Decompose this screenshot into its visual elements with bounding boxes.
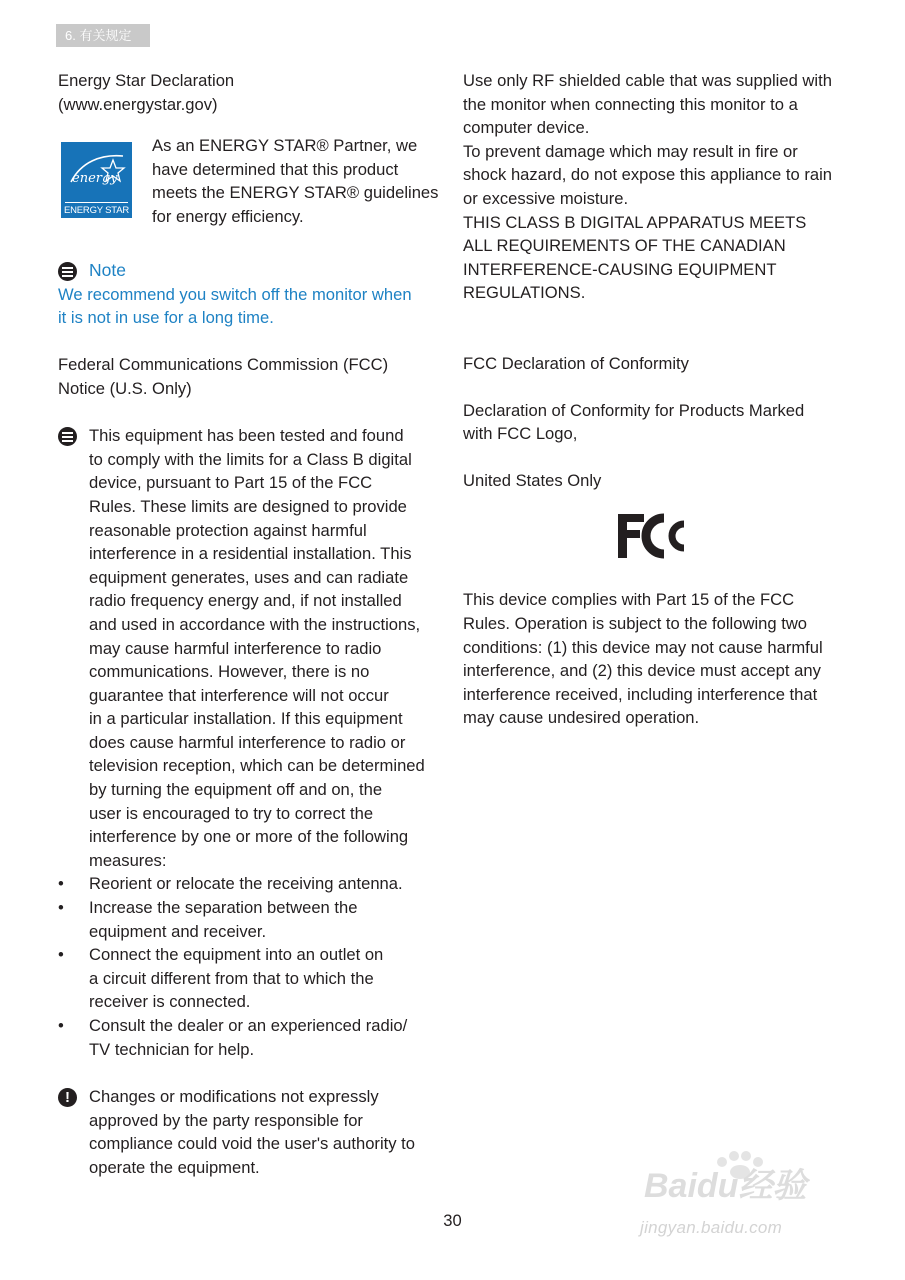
left-column [58, 69, 443, 1180]
page-number: 30 [443, 1211, 462, 1230]
list-item-line: • Consult the dealer or an experienced radio/ [89, 1016, 408, 1035]
rf-line: THIS CLASS B DIGITAL APPARATUS MEETS [463, 212, 807, 232]
rf-line: computer device. [463, 118, 590, 138]
conformity-line: with FCC Logo, [463, 424, 578, 444]
fcc-line: does cause harmful interference to radio or [89, 732, 406, 752]
fcc-line: may cause harmful interference to radio [89, 638, 382, 658]
fcc-notice-heading [58, 353, 443, 400]
fcc-line: in a particular installation. If this equipment [89, 709, 403, 729]
conformity-title: FCC Declaration of Conformity [463, 353, 689, 373]
watermark-url: jingyan.baidu.com [640, 1218, 783, 1237]
energy-line: for energy efficiency. [152, 206, 304, 226]
rf-line: the monitor when connecting this monitor to a [463, 94, 798, 114]
warning-line: operate the equipment. [89, 1157, 260, 1177]
energy-star-logo [61, 142, 132, 218]
warning-icon: ! [58, 1088, 77, 1107]
fcc-line: guarantee that interference will not occur [89, 685, 389, 705]
rf-line: To prevent damage which may result in fire or [463, 141, 798, 161]
energy-line: As an ENERGY STAR® Partner, we [152, 136, 418, 156]
note-line: We recommend you switch off the monitor when [58, 284, 412, 304]
fcc-logo-graphic [618, 510, 690, 562]
baidu-watermark [640, 1150, 855, 1250]
rf-line: Use only RF shielded cable that was supplied with [463, 71, 832, 90]
device-line: This device complies with Part 15 of the FCC [463, 590, 795, 610]
conformity-line: Declaration of Conformity for Products Marked [463, 400, 805, 420]
warning-block [58, 1085, 443, 1179]
device-compliance-statement [463, 588, 853, 730]
energy-star-statement [152, 134, 447, 228]
note-label: Note [89, 260, 126, 281]
energy-star-url: (www.energystar.gov) [58, 94, 218, 114]
right-column [463, 69, 853, 730]
note-heading [58, 259, 443, 283]
energy-line: meets the ENERGY STAR® guidelines [152, 183, 439, 203]
list-item-line: receiver is connected. [89, 992, 251, 1012]
fcc-line: radio frequency energy and, if not installed [89, 591, 402, 611]
device-line: interference received, including interference that [463, 684, 818, 704]
device-line: may cause undesired operation. [463, 708, 700, 728]
list-item [58, 872, 443, 896]
fcc-line: Rules. These limits are designed to provide [89, 496, 407, 516]
conformity-statement [463, 399, 853, 446]
fcc-line: measures: [89, 850, 167, 870]
svg-text:energy: energy [72, 171, 118, 187]
fcc-line: communications. However, there is no [89, 662, 370, 682]
device-line: interference, and (2) this device must accept any [463, 661, 821, 681]
section-tag: 6. 有关规定 [56, 24, 150, 47]
fcc-line: by turning the equipment off and on, the [89, 780, 383, 800]
fcc-line: reasonable protection against harmful [89, 520, 367, 540]
energy-star-logo-graphic [61, 142, 132, 202]
list-item-line: TV technician for help. [89, 1039, 255, 1059]
energy-line: have determined that this product [152, 159, 399, 179]
list-item-line: a circuit different from that to which the [89, 968, 374, 988]
warning-line: compliance could void the user's authority to [89, 1134, 416, 1154]
fcc-line: to comply with the limits for a Class B digital [89, 449, 412, 469]
device-line: conditions: (1) this device may not cause harmful [463, 637, 823, 657]
rf-line: shock hazard, do not expose this appliance to rain [463, 165, 832, 185]
fcc-line: television reception, which can be determined [89, 756, 425, 776]
device-line: Rules. Operation is subject to the following two [463, 613, 808, 633]
fcc-line: device, pursuant to Part 15 of the FCC [89, 473, 373, 493]
note-line: it is not in use for a long time. [58, 308, 274, 328]
fcc-notice-body [58, 424, 443, 872]
list-item-line: • Reorient or relocate the receiving antenna. [89, 874, 403, 894]
energy-star-title: Energy Star Declaration [58, 71, 235, 90]
fcc-line: interference by one or more of the following [89, 827, 409, 847]
fcc-line: equipment generates, uses and can radiate [89, 567, 409, 587]
fcc-line: interference in a residential installation. This [89, 544, 412, 564]
fcc-line: This equipment has been tested and found [89, 426, 404, 446]
list-item [58, 896, 443, 943]
note-icon [58, 427, 77, 446]
fcc-line: and used in accordance with the instructions, [89, 614, 421, 634]
list-item-line: equipment and receiver. [89, 921, 267, 941]
list-item [58, 943, 443, 1014]
fcc-line: user is encouraged to try to correct the [89, 803, 374, 823]
note-body [58, 283, 443, 330]
warning-line: approved by the party responsible for [89, 1110, 363, 1130]
list-item-line: • Increase the separation between the [89, 898, 358, 918]
rf-line: or excessive moisture. [463, 188, 629, 208]
warning-line: Changes or modifications not expressly [89, 1087, 379, 1107]
rf-line: REGULATIONS. [463, 283, 586, 303]
fcc-heading-line: Notice (U.S. Only) [58, 378, 192, 398]
list-item-line: • Connect the equipment into an outlet on [89, 945, 384, 965]
list-item [58, 1014, 443, 1061]
measures-list [58, 872, 443, 1061]
rf-cable-statement [463, 69, 853, 305]
energy-star-block [58, 134, 443, 239]
us-only-label: United States Only [463, 470, 602, 490]
fcc-heading-line: Federal Communications Commission (FCC) [58, 354, 389, 374]
fcc-logo [463, 510, 853, 570]
energy-star-logo-text: ENERGY STAR [63, 205, 130, 217]
watermark-brand: Baidu经验 [644, 1167, 807, 1205]
rf-line: ALL REQUIREMENTS OF THE CANADIAN [463, 236, 786, 256]
rf-line: INTERFERENCE-CAUSING EQUIPMENT [463, 259, 777, 279]
note-icon [58, 262, 77, 281]
